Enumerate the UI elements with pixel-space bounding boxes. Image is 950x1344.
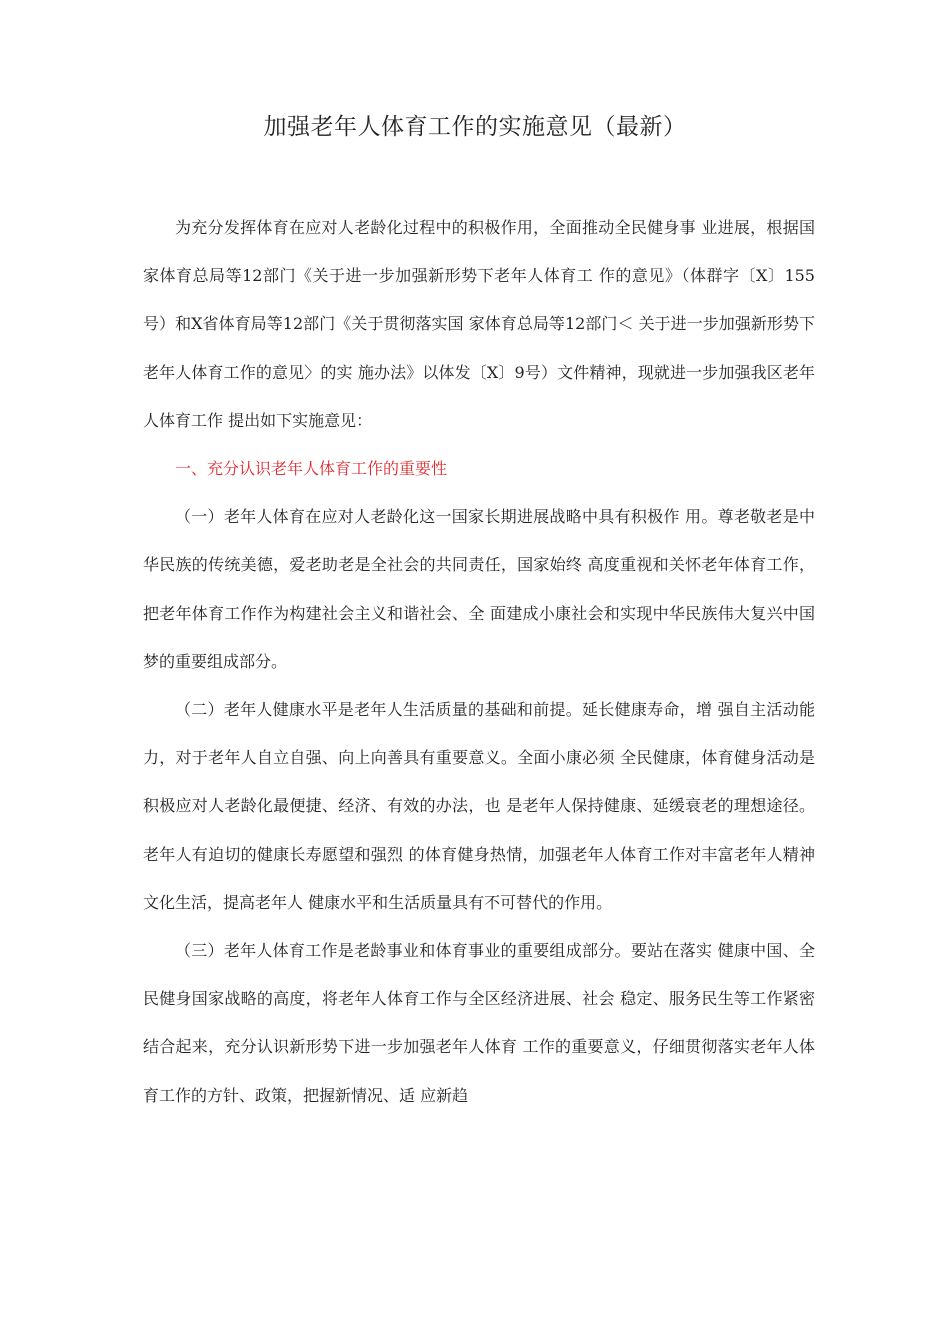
paragraph-2: （二）老年人健康水平是老年人生活质量的基础和前提。延长健康寿命，增 强自主活动能力，对于老年人自立自强、向上向善具有重要意义。全面小康必须 全民健康，体育健身活动是积极应对人老龄化最便捷、经济、有效的办法，也 是老年人保持健康、延缓衰老的理想途径。老年人有迫切的健康长寿愿望和强烈 的体育健身热情，加强老年人体育工作对丰富老年人精神文化生活，提高老年人 健康水平和生活质量具有不可替代的作用。 (143, 700, 815, 912)
paragraph-1: （一）老年人体育在应对人老龄化这一国家长期进展战略中具有积极作 用。尊老敬老是中华民族的传统美德，爱老助老是全社会的共同责任，国家始终 高度重视和关怀老年体育工作，把老年体育工作作为构建社会主义和谐社会、全 面建成小康社会和实现中华民族伟大复兴中国梦的重要组成部分。 (143, 507, 815, 671)
paragraph-3: （三）老年人体育工作是老龄事业和体育事业的重要组成部分。要站在落实 健康中国、全民健身国家战略的高度，将老年人体育工作与全区经济进展、社会 稳定、服务民生等工作紧密结合起来，充分认识新形势下进一步加强老年人体育 工作的重要意义，仔细贯彻落实老年人体育工作的方针、政策，把握新情况、适 应新趋 (143, 941, 815, 1105)
document-title: 加强老年人体育工作的实施意见（最新） (263, 114, 687, 140)
intro-paragraph: 为充分发挥体育在应对人老龄化过程中的积极作用，全面推动全民健身事 业进展，根据国家体育总局等12部门《关于进一步加强新形势下老年人体育工 作的意见》（体群字〔X〕155号）和X省体育局等12部门《关于贯彻落实国 家体育总局等12部门＜ 关于进一步加强新形势下老年人体育工作的意见〉的实 施办法》以体发〔X〕9号）文件精神，现就进一步加强我区老年人体育工作 提出如下实施意见： (143, 218, 815, 430)
section-heading-1: 一、充分认识老年人体育工作的重要性 (175, 459, 448, 479)
document-body (143, 204, 815, 1120)
